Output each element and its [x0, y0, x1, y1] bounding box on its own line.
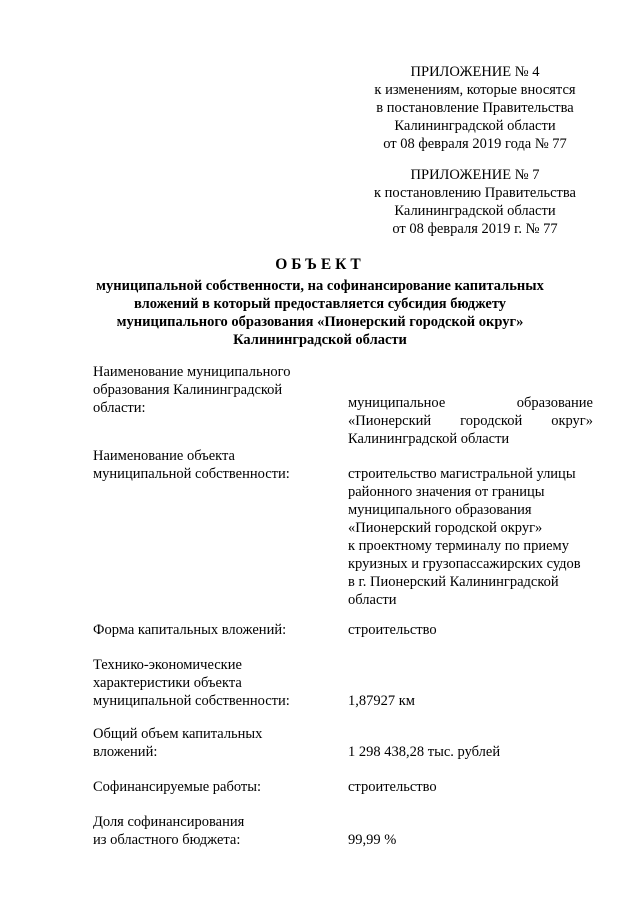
appendix-4-line: к изменениям, которые вносятся — [374, 82, 576, 98]
label-line: из областного бюджета: — [93, 832, 241, 848]
value-line: строительство магистральной улицы — [348, 466, 576, 482]
appendix-4-line: от 08 февраля 2019 года № 77 — [383, 136, 567, 152]
value-word: муниципальное — [348, 395, 446, 411]
label-line: Наименование объекта — [93, 448, 235, 464]
investment-form-label — [93, 621, 333, 639]
label-line: характеристики объекта — [93, 675, 242, 691]
appendix-7-header — [360, 166, 590, 238]
label-line: Технико-экономические — [93, 657, 242, 673]
value-line: строительство — [348, 779, 437, 795]
label-line: Наименование муниципального — [93, 364, 291, 380]
label-line: Форма капитальных вложений: — [93, 622, 287, 638]
regional-share-label — [93, 813, 333, 849]
label-line: Общий объем капитальных — [93, 726, 263, 742]
value-line: 1,87927 км — [348, 693, 415, 709]
appendix-7-line: от 08 февраля 2019 г. № 77 — [392, 221, 558, 237]
document-title: ОБЪЕКТ — [275, 256, 365, 273]
investment-form-value — [348, 621, 593, 639]
document-subtitle — [60, 277, 580, 349]
cofinanced-works-value — [348, 778, 593, 796]
value-line — [348, 412, 593, 430]
appendix-7-line: к постановлению Правительства — [374, 185, 576, 201]
tech-specs-label — [93, 656, 333, 710]
value-line: круизных и грузопассажирских судов — [348, 556, 581, 572]
subtitle-line: Калининградской области — [233, 332, 407, 348]
municipality-value — [348, 394, 593, 448]
value-line: «Пионерский городской округ» — [348, 520, 543, 536]
value-line: строительство — [348, 622, 437, 638]
object-name-label — [93, 447, 333, 483]
appendix-7-line: Калининградской области — [394, 203, 556, 219]
appendix-4-line: Калининградской области — [394, 118, 556, 134]
label-line: вложений: — [93, 744, 158, 760]
appendix-4-line: в постановление Правительства — [376, 100, 574, 116]
value-line: муниципального образования — [348, 502, 532, 518]
value-line — [348, 394, 593, 412]
value-word: «Пионерский — [348, 413, 432, 429]
subtitle-line: вложений в который предоставляется субсидия бюджету — [133, 296, 507, 312]
value-word: образование — [516, 395, 593, 411]
appendix-7-title: ПРИЛОЖЕНИЕ № 7 — [410, 167, 540, 183]
value-line: Калининградской области — [348, 431, 510, 447]
value-line: 1 298 438,28 тыс. рублей — [348, 744, 501, 760]
value-word: округ» — [551, 413, 593, 429]
label-line: муниципальной собственности: — [93, 693, 290, 709]
label-line: Софинансируемые работы: — [93, 779, 261, 795]
tech-specs-value — [348, 692, 593, 710]
label-line: муниципальной собственности: — [93, 466, 290, 482]
value-line: в г. Пионерский Калининградской — [348, 574, 559, 590]
value-word: городской — [460, 413, 523, 429]
value-line: области — [348, 592, 397, 608]
cofinanced-works-label — [93, 778, 333, 796]
regional-share-value — [348, 831, 593, 849]
total-investment-value — [348, 743, 593, 761]
document-title-block — [60, 255, 580, 349]
subtitle-line: муниципальной собственности, на софинансирование капитальных — [96, 278, 544, 294]
object-name-value — [348, 465, 593, 609]
municipality-label — [93, 363, 333, 417]
label-line: области: — [93, 400, 146, 416]
value-line: к проектному терминалу по приему — [348, 538, 569, 554]
subtitle-line: муниципального образования «Пионерский городской округ» — [116, 314, 524, 330]
total-investment-label — [93, 725, 333, 761]
label-line: образования Калининградской — [93, 382, 283, 398]
value-line: районного значения от границы — [348, 484, 545, 500]
value-line: 99,99 % — [348, 832, 397, 848]
appendix-4-header — [360, 63, 590, 153]
label-line: Доля софинансирования — [93, 814, 245, 830]
appendix-4-title: ПРИЛОЖЕНИЕ № 4 — [410, 64, 540, 80]
